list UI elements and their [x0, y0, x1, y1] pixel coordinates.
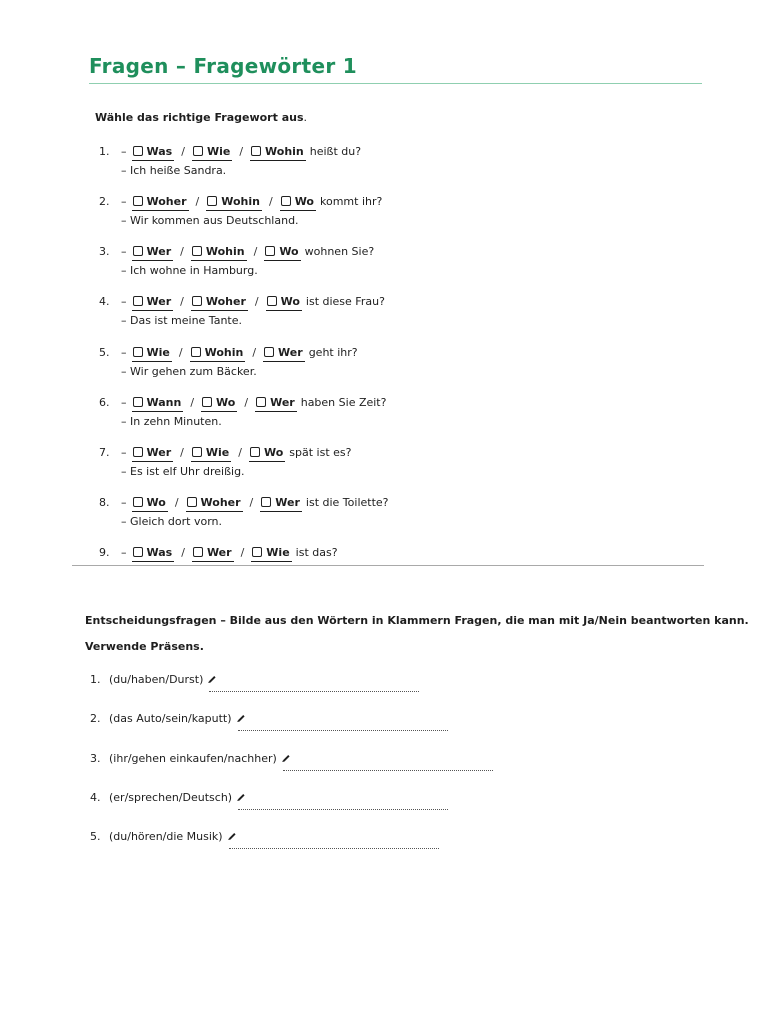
- option-wo[interactable]: [264, 244, 300, 261]
- option-label: Wohin: [205, 245, 245, 258]
- option-separator: /: [244, 396, 249, 409]
- answer-field[interactable]: [209, 691, 419, 692]
- option-wer[interactable]: [263, 345, 305, 362]
- checkbox-icon[interactable]: [133, 447, 143, 457]
- question-item: [99, 543, 338, 563]
- pencil-icon: [227, 829, 237, 847]
- exercise-item: [90, 828, 237, 846]
- question-item: [99, 393, 386, 431]
- option-label: Wer: [275, 496, 300, 509]
- option-was[interactable]: [132, 144, 175, 161]
- option-separator: /: [174, 496, 179, 509]
- question-line: [99, 493, 389, 513]
- section-divider: [72, 565, 704, 566]
- checkbox-icon[interactable]: [133, 497, 143, 507]
- pencil-icon: [236, 711, 246, 729]
- answer-field[interactable]: [238, 730, 448, 731]
- question-number: 2.: [99, 195, 110, 208]
- section1-instruction-text: Wähle das richtige Fragewort aus: [95, 111, 304, 124]
- question-number: 6.: [99, 396, 110, 409]
- option-wer[interactable]: [192, 545, 234, 562]
- option-label: Wer: [206, 546, 232, 559]
- option-separator: /: [238, 446, 242, 459]
- pencil-icon: [236, 790, 246, 808]
- question-text: ist die Toilette?: [305, 496, 389, 509]
- option-separator: /: [240, 546, 245, 559]
- question-dash: –: [121, 346, 127, 359]
- option-label: Wo: [216, 396, 236, 409]
- option-wer[interactable]: [255, 395, 297, 412]
- option-label: Wo: [279, 245, 299, 258]
- option-separator: /: [180, 245, 184, 258]
- exercise-number: 1.: [90, 673, 101, 686]
- checkbox-icon[interactable]: [133, 146, 143, 156]
- question-item: [99, 142, 361, 180]
- checkbox-icon[interactable]: [133, 547, 143, 557]
- question-text: heißt du?: [309, 145, 362, 158]
- question-line: [99, 543, 338, 563]
- option-wie[interactable]: [251, 545, 291, 562]
- option-wohin[interactable]: [191, 244, 247, 261]
- question-text: kommt ihr?: [320, 195, 383, 208]
- option-wer[interactable]: [260, 495, 302, 512]
- question-item: [99, 192, 382, 230]
- page-title: Fragen – Fragewörter 1: [89, 54, 357, 78]
- option-label: Was: [146, 546, 173, 559]
- question-dash: –: [121, 195, 127, 208]
- option-separator: /: [268, 195, 273, 208]
- question-line: [99, 292, 385, 312]
- checkbox-icon[interactable]: [192, 246, 202, 256]
- option-separator: /: [254, 295, 259, 308]
- checkbox-icon[interactable]: [133, 296, 143, 306]
- checkbox-icon[interactable]: [252, 547, 262, 557]
- option-wo[interactable]: [249, 445, 285, 462]
- option-label: Wann: [146, 396, 182, 409]
- checkbox-icon[interactable]: [193, 146, 203, 156]
- option-wer[interactable]: [132, 244, 174, 261]
- section1-instruction: [95, 111, 307, 124]
- option-wo[interactable]: [201, 395, 237, 412]
- option-wohin[interactable]: [250, 144, 306, 161]
- question-dash: –: [121, 396, 127, 409]
- checkbox-icon[interactable]: [133, 196, 143, 206]
- question-line: [99, 393, 386, 413]
- answer-text: – Wir gehen zum Bäcker.: [121, 365, 257, 378]
- question-text: spät ist es?: [289, 446, 352, 459]
- question-item: [99, 493, 389, 531]
- exercise-number: 3.: [90, 752, 101, 765]
- exercise-item: [90, 789, 246, 807]
- option-label: Wer: [278, 346, 303, 359]
- exercise-item: [90, 750, 291, 768]
- option-wie[interactable]: [192, 144, 232, 161]
- exercise-item: [90, 710, 246, 728]
- option-label: Wohin: [221, 195, 260, 208]
- exercise-prompt: (er/sprechen/Deutsch): [109, 791, 233, 804]
- option-separator: /: [180, 446, 184, 459]
- checkbox-icon[interactable]: [133, 397, 143, 407]
- checkbox-icon[interactable]: [207, 196, 217, 206]
- question-dash: –: [121, 446, 127, 459]
- question-item: [99, 343, 358, 381]
- option-label: Wohin: [204, 346, 244, 359]
- option-wer[interactable]: [132, 294, 174, 311]
- option-wann[interactable]: [132, 395, 184, 412]
- option-label: Wer: [146, 446, 172, 459]
- option-separator: /: [239, 145, 244, 158]
- checkbox-icon[interactable]: [281, 196, 291, 206]
- exercise-prompt: (ihr/gehen einkaufen/nachher): [109, 752, 277, 765]
- question-number: 9.: [99, 546, 110, 559]
- exercise-number: 5.: [90, 830, 101, 843]
- checkbox-icon[interactable]: [267, 296, 277, 306]
- option-wer[interactable]: [132, 445, 174, 462]
- option-separator: /: [249, 496, 254, 509]
- answer-text: – Das ist meine Tante.: [121, 314, 242, 327]
- question-line: [99, 142, 361, 162]
- checkbox-icon[interactable]: [250, 447, 260, 457]
- option-separator: /: [253, 245, 258, 258]
- answer-text: – In zehn Minuten.: [121, 415, 222, 428]
- option-woher[interactable]: [186, 495, 243, 512]
- question-text: ist diese Frau?: [305, 295, 385, 308]
- question-number: 8.: [99, 496, 110, 509]
- section2-instruction-line2: Verwende Präsens.: [85, 640, 204, 653]
- option-was[interactable]: [132, 545, 175, 562]
- pencil-icon: [281, 751, 291, 769]
- checkbox-icon[interactable]: [264, 347, 274, 357]
- option-wohin[interactable]: [190, 345, 246, 362]
- exercise-item: [90, 671, 217, 689]
- question-number: 5.: [99, 346, 110, 359]
- checkbox-icon[interactable]: [251, 146, 261, 156]
- question-text: haben Sie Zeit?: [300, 396, 387, 409]
- exercise-prompt: (du/hören/die Musik): [109, 830, 223, 843]
- question-dash: –: [121, 245, 127, 258]
- question-line: [99, 343, 358, 363]
- option-separator: /: [252, 346, 257, 359]
- exercise-prompt: (du/haben/Durst): [109, 673, 204, 686]
- option-label: Wer: [270, 396, 295, 409]
- option-separator: /: [178, 346, 183, 359]
- option-label: Wie: [266, 546, 290, 559]
- option-label: Wie: [206, 145, 231, 158]
- exercise-prompt: (das Auto/sein/kaputt): [109, 712, 232, 725]
- question-item: [99, 242, 374, 280]
- checkbox-icon[interactable]: [256, 397, 266, 407]
- question-item: [99, 443, 351, 481]
- checkbox-icon[interactable]: [191, 347, 201, 357]
- option-separator: /: [181, 145, 185, 158]
- checkbox-icon[interactable]: [133, 246, 143, 256]
- option-label: Wo: [263, 446, 284, 459]
- question-text: ist das?: [295, 546, 338, 559]
- checkbox-icon[interactable]: [261, 497, 271, 507]
- option-label: Woher: [146, 195, 187, 208]
- answer-text: – Ich wohne in Hamburg.: [121, 264, 258, 277]
- exercise-number: 2.: [90, 712, 101, 725]
- option-label: Wer: [146, 245, 172, 258]
- option-separator: /: [190, 396, 195, 409]
- answer-text: – Wir kommen aus Deutschland.: [121, 214, 299, 227]
- checkbox-icon[interactable]: [265, 246, 275, 256]
- answer-text: – Gleich dort vorn.: [121, 515, 222, 528]
- option-separator: /: [181, 546, 185, 559]
- option-label: Wer: [146, 295, 172, 308]
- option-wie[interactable]: [191, 445, 231, 462]
- question-number: 3.: [99, 245, 110, 258]
- option-label: Woher: [200, 496, 241, 509]
- checkbox-icon[interactable]: [193, 547, 203, 557]
- option-wo[interactable]: [132, 495, 168, 512]
- option-separator: /: [180, 295, 184, 308]
- checkbox-icon[interactable]: [202, 397, 212, 407]
- question-number: 1.: [99, 145, 110, 158]
- exercise-number: 4.: [90, 791, 101, 804]
- question-number: 7.: [99, 446, 110, 459]
- question-line: [99, 242, 374, 262]
- title-divider: [89, 83, 702, 84]
- option-label: Wo: [280, 295, 300, 308]
- option-woher[interactable]: [132, 194, 189, 211]
- option-wohin[interactable]: [206, 194, 262, 211]
- checkbox-icon[interactable]: [187, 497, 197, 507]
- question-text: wohnen Sie?: [304, 245, 375, 258]
- answer-field[interactable]: [229, 848, 439, 849]
- pencil-icon: [207, 672, 217, 690]
- answer-text: – Ich heiße Sandra.: [121, 164, 227, 177]
- section2-instruction: [85, 608, 749, 660]
- option-wo[interactable]: [266, 294, 302, 311]
- question-line: [99, 443, 351, 463]
- checkbox-icon[interactable]: [192, 296, 202, 306]
- option-label: Woher: [205, 295, 246, 308]
- option-woher[interactable]: [191, 294, 248, 311]
- question-text: geht ihr?: [308, 346, 358, 359]
- answer-field[interactable]: [283, 770, 493, 771]
- option-label: Wie: [205, 446, 230, 459]
- checkbox-icon[interactable]: [133, 347, 143, 357]
- question-dash: –: [121, 145, 127, 158]
- option-label: Wohin: [265, 145, 304, 158]
- option-label: Wo: [294, 195, 314, 208]
- option-label: Wo: [146, 496, 166, 509]
- question-dash: –: [121, 546, 127, 559]
- option-separator: /: [195, 195, 200, 208]
- option-label: Wie: [146, 346, 170, 359]
- option-label: Was: [146, 145, 173, 158]
- option-wie[interactable]: [132, 345, 172, 362]
- question-number: 4.: [99, 295, 110, 308]
- question-dash: –: [121, 295, 127, 308]
- answer-text: – Es ist elf Uhr dreißig.: [121, 465, 245, 478]
- question-dash: –: [121, 496, 127, 509]
- section1-instruction-end: .: [303, 111, 307, 124]
- answer-field[interactable]: [238, 809, 448, 810]
- question-line: [99, 192, 382, 212]
- option-wo[interactable]: [280, 194, 316, 211]
- section2-instruction-line1: Entscheidungsfragen – Bilde aus den Wörtern in Klammern Fragen, die man mit Ja/Nein beantworten kann.: [85, 614, 749, 627]
- question-item: [99, 292, 385, 330]
- checkbox-icon[interactable]: [192, 447, 202, 457]
